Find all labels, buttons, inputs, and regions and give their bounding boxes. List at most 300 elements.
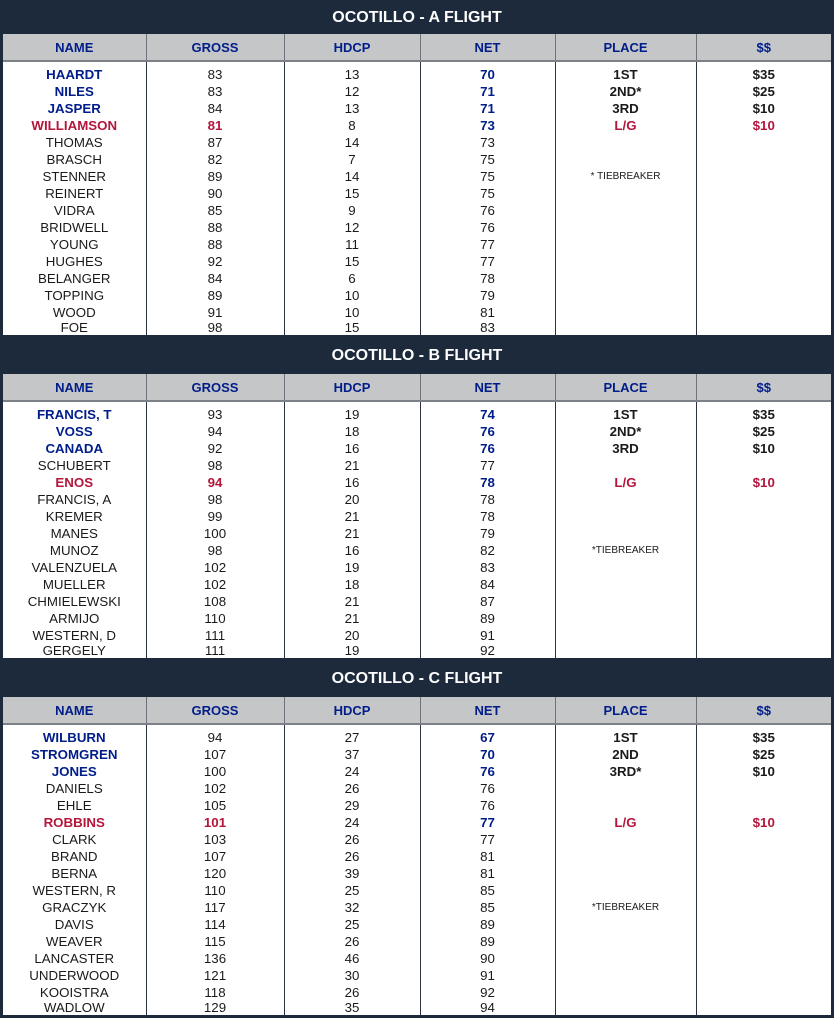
cell-place	[555, 593, 696, 610]
cell-place	[555, 1001, 696, 1015]
cell-name: HUGHES	[3, 253, 146, 270]
cell-money	[696, 627, 831, 644]
table-row	[3, 593, 831, 610]
cell-hdcp: 11	[284, 236, 420, 253]
cell-hdcp: 27	[284, 729, 420, 746]
cell-money	[696, 134, 831, 151]
cell-net: 77	[420, 814, 555, 831]
column-header-money: $$	[696, 374, 831, 401]
cell-gross: 118	[146, 984, 284, 1001]
cell-money	[696, 967, 831, 984]
cell-money	[696, 219, 831, 236]
cell-name: NILES	[3, 83, 146, 100]
cell-hdcp: 15	[284, 321, 420, 335]
flight-title: OCOTILLO - B FLIGHT	[331, 347, 503, 364]
cell-name: GERGELY	[3, 644, 146, 658]
cell-net: 76	[420, 440, 555, 457]
cell-money	[696, 168, 831, 185]
table-row	[3, 304, 831, 321]
cell-name: WADLOW	[3, 1001, 146, 1015]
cell-gross: 108	[146, 593, 284, 610]
cell-hdcp: 13	[284, 100, 420, 117]
cell-name: REINERT	[3, 185, 146, 202]
table-row	[3, 865, 831, 882]
cell-money	[696, 236, 831, 253]
cell-hdcp: 21	[284, 610, 420, 627]
cell-money	[696, 321, 831, 335]
cell-gross: 88	[146, 236, 284, 253]
cell-hdcp: 18	[284, 576, 420, 593]
cell-net: 87	[420, 593, 555, 610]
cell-money: $35	[752, 730, 775, 745]
cell-name: BRIDWELL	[3, 219, 146, 236]
cell-net: 78	[420, 474, 555, 491]
table-row	[3, 559, 831, 576]
cell-net: 76	[420, 797, 555, 814]
cell-hdcp: 26	[284, 933, 420, 950]
cell-name: STROMGREN	[3, 746, 146, 763]
cell-place	[555, 457, 696, 474]
cell-place	[555, 950, 696, 967]
cell-hdcp: 19	[284, 559, 420, 576]
cell-place: L/G	[555, 474, 696, 491]
tiebreaker-note: *TIEBREAKER	[555, 542, 696, 559]
cell-name: HAARDT	[3, 66, 146, 83]
cell-net: 81	[420, 848, 555, 865]
cell-name: LANCASTER	[3, 950, 146, 967]
cell-gross: 94	[146, 423, 284, 440]
cell-money	[696, 882, 831, 899]
column-header-name: NAME	[3, 697, 146, 724]
cell-money	[696, 559, 831, 576]
cell-place	[555, 627, 696, 644]
column-header-name: NAME	[3, 34, 146, 61]
column-header-net: NET	[420, 34, 555, 61]
cell-money: $35	[752, 67, 775, 82]
cell-money	[696, 1001, 831, 1015]
cell-net: 76	[420, 202, 555, 219]
cell-gross: 102	[146, 576, 284, 593]
cell-hdcp: 9	[284, 202, 420, 219]
cell-hdcp: 7	[284, 151, 420, 168]
cell-name: GRACZYK	[3, 899, 146, 916]
cell-gross: 102	[146, 780, 284, 797]
cell-name: MUNOZ	[3, 542, 146, 559]
cell-place: 2ND	[555, 746, 696, 763]
table-row	[3, 66, 831, 83]
cell-place	[555, 219, 696, 236]
cell-place	[555, 185, 696, 202]
cell-place: L/G	[555, 814, 696, 831]
column-header-net: NET	[420, 697, 555, 724]
cell-place	[555, 865, 696, 882]
table-row	[3, 610, 831, 627]
cell-name: ARMIJO	[3, 610, 146, 627]
cell-gross: 117	[146, 899, 284, 916]
cell-net: 75	[420, 185, 555, 202]
table-row	[3, 219, 831, 236]
table-row	[3, 746, 831, 763]
cell-hdcp: 37	[284, 746, 420, 763]
cell-net: 67	[420, 729, 555, 746]
cell-gross: 89	[146, 168, 284, 185]
cell-money	[696, 151, 831, 168]
cell-gross: 98	[146, 457, 284, 474]
column-header-gross: GROSS	[146, 34, 284, 61]
cell-gross: 136	[146, 950, 284, 967]
cell-gross: 84	[146, 100, 284, 117]
cell-gross: 103	[146, 831, 284, 848]
table-row	[3, 729, 831, 746]
cell-name: FRANCIS, T	[3, 406, 146, 423]
cell-money	[696, 848, 831, 865]
cell-hdcp: 16	[284, 474, 420, 491]
cell-name: WEAVER	[3, 933, 146, 950]
cell-place: 1ST	[555, 406, 696, 423]
table-row	[3, 950, 831, 967]
cell-money	[696, 185, 831, 202]
cell-hdcp: 26	[284, 831, 420, 848]
cell-net: 81	[420, 865, 555, 882]
cell-place	[555, 644, 696, 658]
flight-section	[0, 0, 834, 338]
cell-money: $10	[752, 764, 775, 779]
cell-name: SCHUBERT	[3, 457, 146, 474]
table-row	[3, 83, 831, 100]
cell-name: FRANCIS, A	[3, 491, 146, 508]
cell-gross: 93	[146, 406, 284, 423]
cell-gross: 94	[146, 729, 284, 746]
cell-net: 91	[420, 627, 555, 644]
flight-section	[0, 661, 834, 1018]
table-row	[3, 287, 831, 304]
cell-net: 78	[420, 491, 555, 508]
cell-net: 71	[420, 83, 555, 100]
cell-hdcp: 13	[284, 66, 420, 83]
cell-hdcp: 21	[284, 525, 420, 542]
cell-net: 82	[420, 542, 555, 559]
cell-place: 3RD*	[555, 763, 696, 780]
cell-gross: 105	[146, 797, 284, 814]
cell-money	[696, 270, 831, 287]
cell-gross: 107	[146, 848, 284, 865]
table-row	[3, 1001, 831, 1015]
cell-money	[696, 508, 831, 525]
cell-money	[696, 287, 831, 304]
cell-name: KREMER	[3, 508, 146, 525]
cell-gross: 85	[146, 202, 284, 219]
cell-hdcp: 19	[284, 644, 420, 658]
cell-net: 75	[420, 151, 555, 168]
cell-place: 3RD	[555, 100, 696, 117]
cell-hdcp: 10	[284, 304, 420, 321]
cell-name: EHLE	[3, 797, 146, 814]
cell-hdcp: 20	[284, 627, 420, 644]
cell-money	[696, 593, 831, 610]
cell-hdcp: 24	[284, 763, 420, 780]
column-header-gross: GROSS	[146, 374, 284, 401]
cell-gross: 100	[146, 525, 284, 542]
cell-place	[555, 882, 696, 899]
cell-net: 73	[420, 117, 555, 134]
cell-place	[555, 984, 696, 1001]
cell-hdcp: 32	[284, 899, 420, 916]
cell-net: 78	[420, 508, 555, 525]
cell-place: 1ST	[555, 729, 696, 746]
cell-hdcp: 10	[284, 287, 420, 304]
cell-net: 81	[420, 304, 555, 321]
table-row	[3, 151, 831, 168]
cell-hdcp: 20	[284, 491, 420, 508]
cell-net: 85	[420, 899, 555, 916]
cell-place	[555, 797, 696, 814]
column-header-place: PLACE	[555, 374, 696, 401]
cell-net: 76	[420, 219, 555, 236]
table-row	[3, 848, 831, 865]
table-row	[3, 508, 831, 525]
cell-place: L/G	[555, 117, 696, 134]
cell-net: 89	[420, 916, 555, 933]
cell-name: ENOS	[3, 474, 146, 491]
cell-name: BERNA	[3, 865, 146, 882]
cell-gross: 114	[146, 916, 284, 933]
cell-name: WILLIAMSON	[3, 117, 146, 134]
cell-hdcp: 46	[284, 950, 420, 967]
cell-gross: 91	[146, 304, 284, 321]
table-row	[3, 253, 831, 270]
table-row	[3, 814, 831, 831]
cell-net: 77	[420, 457, 555, 474]
cell-name: JASPER	[3, 100, 146, 117]
table-row	[3, 440, 831, 457]
cell-net: 89	[420, 933, 555, 950]
cell-money	[696, 984, 831, 1001]
cell-name: DANIELS	[3, 780, 146, 797]
cell-place	[555, 202, 696, 219]
table-row	[3, 117, 831, 134]
cell-net: 79	[420, 525, 555, 542]
cell-net: 76	[420, 423, 555, 440]
cell-name: CHMIELEWSKI	[3, 593, 146, 610]
column-header-name: NAME	[3, 374, 146, 401]
cell-name: VIDRA	[3, 202, 146, 219]
cell-gross: 84	[146, 270, 284, 287]
cell-place: 3RD	[555, 440, 696, 457]
table-row	[3, 525, 831, 542]
cell-gross: 83	[146, 83, 284, 100]
cell-place	[555, 933, 696, 950]
column-header-place: PLACE	[555, 34, 696, 61]
cell-place	[555, 576, 696, 593]
cell-gross: 111	[146, 644, 284, 658]
cell-name: FOE	[3, 321, 146, 335]
cell-gross: 90	[146, 185, 284, 202]
table-row	[3, 185, 831, 202]
cell-money: $10	[752, 475, 775, 490]
cell-net: 85	[420, 882, 555, 899]
cell-name: WESTERN, R	[3, 882, 146, 899]
table-row	[3, 967, 831, 984]
column-header-hdcp: HDCP	[284, 374, 420, 401]
cell-gross: 98	[146, 321, 284, 335]
cell-hdcp: 16	[284, 542, 420, 559]
cell-name: UNDERWOOD	[3, 967, 146, 984]
cell-name: BRAND	[3, 848, 146, 865]
cell-hdcp: 12	[284, 83, 420, 100]
results-table	[3, 34, 831, 335]
cell-hdcp: 12	[284, 219, 420, 236]
cell-money	[696, 916, 831, 933]
cell-hdcp: 6	[284, 270, 420, 287]
cell-money	[696, 797, 831, 814]
cell-net: 78	[420, 270, 555, 287]
column-header-money: $$	[696, 697, 831, 724]
cell-place	[555, 525, 696, 542]
cell-money	[696, 576, 831, 593]
cell-name: STENNER	[3, 168, 146, 185]
cell-name: JONES	[3, 763, 146, 780]
cell-net: 77	[420, 831, 555, 848]
cell-net: 76	[420, 780, 555, 797]
header-row	[3, 34, 831, 61]
cell-gross: 102	[146, 559, 284, 576]
cell-net: 71	[420, 100, 555, 117]
cell-net: 83	[420, 321, 555, 335]
cell-name: CLARK	[3, 831, 146, 848]
column-header-money: $$	[696, 34, 831, 61]
cell-place	[555, 916, 696, 933]
table-row	[3, 933, 831, 950]
results-table	[3, 374, 831, 658]
cell-money: $25	[752, 84, 775, 99]
cell-gross: 83	[146, 66, 284, 83]
cell-hdcp: 21	[284, 593, 420, 610]
cell-place: 1ST	[555, 66, 696, 83]
cell-gross: 99	[146, 508, 284, 525]
cell-money	[696, 950, 831, 967]
cell-net: 75	[420, 168, 555, 185]
cell-hdcp: 21	[284, 457, 420, 474]
table-row	[3, 797, 831, 814]
cell-name: VALENZUELA	[3, 559, 146, 576]
cell-net: 73	[420, 134, 555, 151]
cell-gross: 115	[146, 933, 284, 950]
table-row	[3, 916, 831, 933]
cell-name: YOUNG	[3, 236, 146, 253]
cell-money	[696, 542, 831, 559]
cell-money	[696, 253, 831, 270]
cell-money	[696, 525, 831, 542]
cell-place	[555, 151, 696, 168]
cell-gross: 100	[146, 763, 284, 780]
table-row	[3, 134, 831, 151]
column-header-place: PLACE	[555, 697, 696, 724]
cell-net: 77	[420, 236, 555, 253]
cell-gross: 92	[146, 253, 284, 270]
table-row	[3, 899, 831, 916]
cell-name: ROBBINS	[3, 814, 146, 831]
cell-name: KOOISTRA	[3, 984, 146, 1001]
cell-hdcp: 26	[284, 848, 420, 865]
cell-gross: 129	[146, 1001, 284, 1015]
cell-gross: 101	[146, 814, 284, 831]
column-header-gross: GROSS	[146, 697, 284, 724]
cell-money: $35	[752, 407, 775, 422]
cell-hdcp: 19	[284, 406, 420, 423]
cell-net: 77	[420, 253, 555, 270]
cell-net: 92	[420, 644, 555, 658]
cell-gross: 87	[146, 134, 284, 151]
cell-gross: 120	[146, 865, 284, 882]
cell-place	[555, 270, 696, 287]
cell-net: 83	[420, 559, 555, 576]
cell-name: BRASCH	[3, 151, 146, 168]
cell-place	[555, 610, 696, 627]
cell-hdcp: 26	[284, 984, 420, 1001]
cell-place: 2ND*	[555, 423, 696, 440]
cell-net: 90	[420, 950, 555, 967]
cell-gross: 98	[146, 491, 284, 508]
cell-money	[696, 831, 831, 848]
cell-money	[696, 457, 831, 474]
cell-place	[555, 491, 696, 508]
tiebreaker-note: * TIEBREAKER	[555, 168, 696, 185]
cell-gross: 110	[146, 882, 284, 899]
cell-gross: 88	[146, 219, 284, 236]
cell-net: 84	[420, 576, 555, 593]
table-row	[3, 780, 831, 797]
cell-money	[696, 933, 831, 950]
table-row	[3, 644, 831, 658]
cell-hdcp: 24	[284, 814, 420, 831]
header-row	[3, 697, 831, 724]
cell-place	[555, 287, 696, 304]
cell-place	[555, 236, 696, 253]
cell-hdcp: 14	[284, 134, 420, 151]
cell-hdcp: 25	[284, 916, 420, 933]
cell-name: CANADA	[3, 440, 146, 457]
table-row	[3, 168, 831, 185]
cell-place	[555, 134, 696, 151]
column-header-net: NET	[420, 374, 555, 401]
cell-place	[555, 780, 696, 797]
cell-name: WESTERN, D	[3, 627, 146, 644]
table-row	[3, 321, 831, 335]
column-header-hdcp: HDCP	[284, 697, 420, 724]
cell-gross: 89	[146, 287, 284, 304]
cell-hdcp: 14	[284, 168, 420, 185]
cell-hdcp: 15	[284, 185, 420, 202]
cell-name: VOSS	[3, 423, 146, 440]
table-row	[3, 882, 831, 899]
cell-money	[696, 644, 831, 658]
cell-gross: 92	[146, 440, 284, 457]
cell-hdcp: 16	[284, 440, 420, 457]
cell-hdcp: 26	[284, 780, 420, 797]
cell-hdcp: 18	[284, 423, 420, 440]
cell-money: $25	[752, 747, 775, 762]
cell-money: $10	[752, 118, 775, 133]
cell-net: 70	[420, 66, 555, 83]
cell-place	[555, 967, 696, 984]
cell-money	[696, 491, 831, 508]
table-row	[3, 100, 831, 117]
cell-money	[696, 610, 831, 627]
cell-hdcp: 35	[284, 1001, 420, 1015]
flight-section	[0, 338, 834, 661]
table-row	[3, 627, 831, 644]
cell-net: 76	[420, 763, 555, 780]
